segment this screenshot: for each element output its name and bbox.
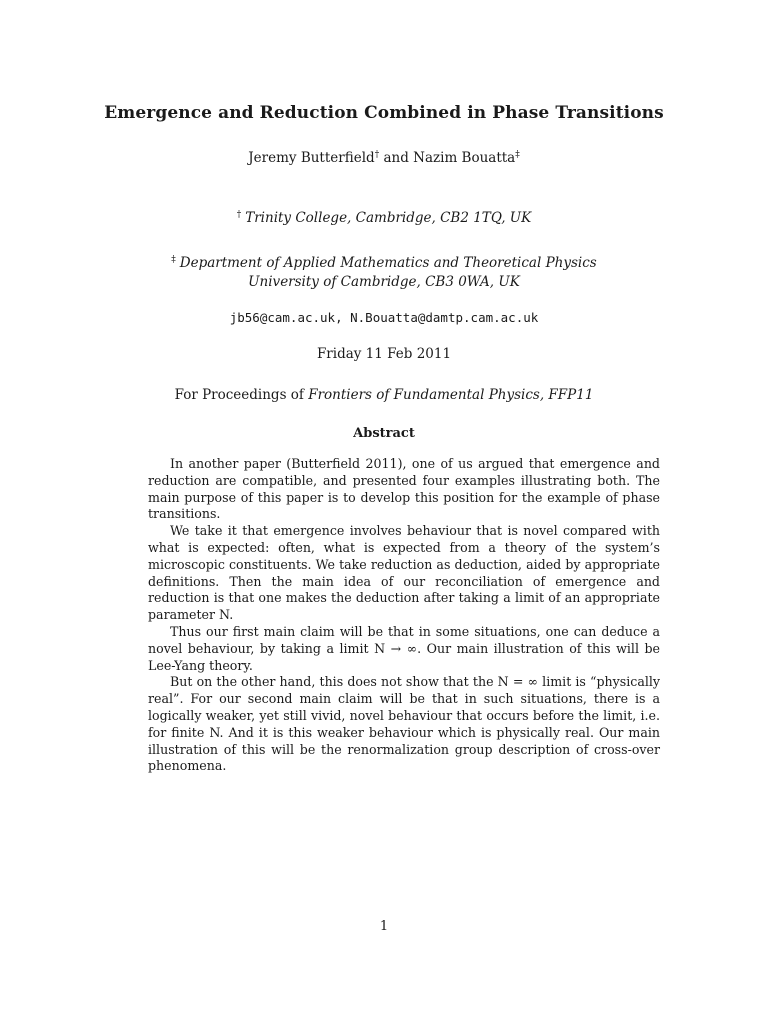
affiliation-1-text: Trinity College, Cambridge, CB2 1TQ, UK [245,210,532,226]
author-mark-2: ‡ [515,150,520,160]
abstract-paragraph-4: But on the other hand, this does not show that the N = ∞ limit is “physically real”. For our second main claim will be that in such situations, there is a logically weaker, yet still vivid, novel behaviour that occurs before the limit, i.e. for finite N. And it is this weaker behaviour which is physically real. Our main illustration of this will be the renormalization group description of cross-over phenomena. [148,674,660,774]
author-emails: jb56@cam.ac.uk, N.Bouatta@damtp.cam.ac.uk [229,310,539,325]
affiliation-2 [0,251,768,292]
author-mark-1: † [374,150,380,160]
page-number: 1 [379,919,389,934]
paper-date: Friday 11 Feb 2011 [316,346,452,362]
proceedings-venue: Frontiers of Fundamental Physics, FFP11 [308,387,594,403]
paper-title: Emergence and Reduction Combined in Phase Transitions [104,103,664,123]
affiliation-2-mark: ‡ [171,255,176,265]
abstract-body [148,456,660,775]
author-name-1: Jeremy Butterfield [248,150,375,166]
author-name-2: Nazim Bouatta [413,150,516,166]
author-line [0,150,768,166]
affiliation-1-mark: † [236,210,242,220]
proceedings-line [0,387,768,403]
affiliation-2-department: Department of Applied Mathematics and Theoretical Physics [179,255,597,271]
affiliation-1 [0,210,768,226]
affiliation-2-line-2: University of Cambridge, CB3 0WA, UK [248,274,520,290]
abstract-paragraph-3: Thus our first main claim will be that in some situations, one can deduce a novel behaviour, by taking a limit N → ∞. Our main illustration of this will be Lee-Yang theory. [148,623,660,673]
abstract-paragraph-1: In another paper (Butterfield 2011), one of us argued that emergence and reduction are compatible, and presented four examples illustrating both. The main purpose of this paper is to develop this position for the example of phase transitions. [148,456,660,522]
abstract-heading: Abstract [353,426,415,441]
abstract-paragraph-2: We take it that emergence involves behaviour that is novel compared with what is expected: often, what is expected from a theory of the system’s microscopic constituents. We take reduction as deduction, aided by appropriate definitions. Then the main idea of our reconciliation of emergence and reduction is that one makes the deduction after taking a limit of an appropriate parameter N. [148,523,660,623]
author-conjunction: and [379,150,414,166]
affiliation-2-line-1 [0,251,768,273]
proceedings-prefix: For Proceedings of [174,387,309,403]
